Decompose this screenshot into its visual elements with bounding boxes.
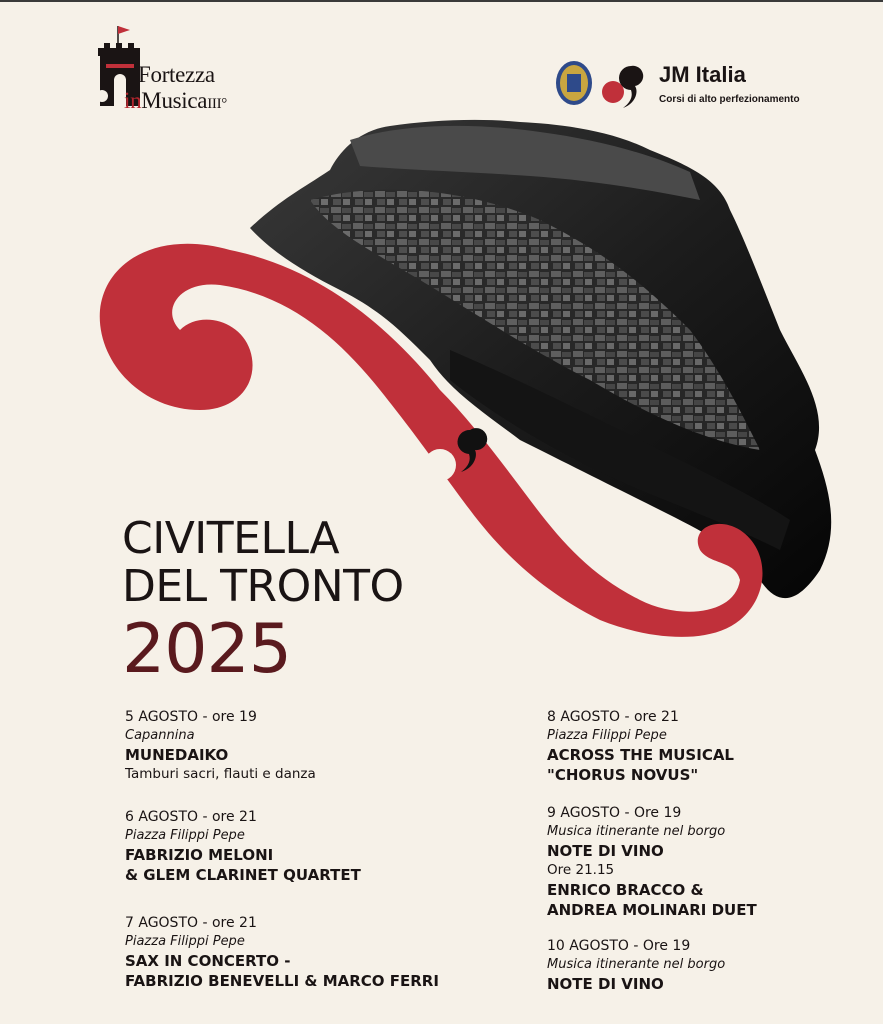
event-date: 10 AGOSTO - Ore 19 bbox=[547, 938, 691, 954]
title-year: 2025 bbox=[122, 610, 292, 689]
municipal-seal-icon bbox=[555, 60, 593, 106]
event-9-agosto bbox=[547, 804, 757, 920]
event-10-agosto bbox=[547, 937, 725, 994]
event-description: Tamburi sacri, flauti e danza bbox=[125, 766, 316, 782]
event-performer: SAX IN CONCERTO - bbox=[125, 952, 291, 970]
event-performer: MUNEDAIKO bbox=[125, 746, 229, 764]
event-performer: ENRICO BRACCO & bbox=[547, 881, 704, 899]
event-performer: NOTE DI VINO bbox=[547, 842, 664, 860]
event-venue: Piazza Filippi Pepe bbox=[125, 934, 245, 949]
top-border bbox=[0, 0, 883, 2]
title-line1: CIVITELLA bbox=[122, 513, 340, 564]
event-7-agosto bbox=[125, 914, 439, 991]
event-6-agosto bbox=[125, 808, 361, 885]
event-date: 6 AGOSTO - ore 21 bbox=[125, 809, 257, 825]
event-date: 5 AGOSTO - ore 19 bbox=[125, 709, 257, 725]
f-hole-dot bbox=[424, 449, 456, 481]
event-performer: NOTE DI VINO bbox=[547, 975, 664, 993]
fortezza-in-musica-logo bbox=[90, 24, 280, 114]
event-date: 7 AGOSTO - ore 21 bbox=[125, 915, 257, 931]
event-title bbox=[122, 513, 404, 689]
logo-left-musica: Musica bbox=[141, 88, 208, 113]
event-second-time: Ore 21.15 bbox=[547, 862, 615, 878]
event-venue: Piazza Filippi Pepe bbox=[125, 828, 245, 843]
event-8-agosto bbox=[547, 708, 734, 785]
event-venue: Musica itinerante nel borgo bbox=[547, 957, 726, 972]
event-performer: "CHORUS NOVUS" bbox=[547, 766, 699, 784]
event-venue: Musica itinerante nel borgo bbox=[547, 824, 726, 839]
jm-italia-logo bbox=[555, 58, 815, 112]
logo-left-line1: Fortezza bbox=[138, 62, 215, 87]
jm-italia-name: JM Italia bbox=[659, 62, 746, 87]
logo-left-in: in bbox=[124, 88, 142, 113]
jm-mark-icon bbox=[599, 60, 655, 110]
event-performer: ACROSS THE MUSICAL bbox=[547, 746, 734, 764]
event-performer: FABRIZIO MELONI bbox=[125, 846, 274, 864]
event-venue: Piazza Filippi Pepe bbox=[547, 728, 667, 743]
event-date: 8 AGOSTO - ore 21 bbox=[547, 709, 679, 725]
logo-left-edition: III° bbox=[207, 96, 228, 112]
event-5-agosto bbox=[125, 708, 316, 784]
event-performer: ANDREA MOLINARI DUET bbox=[547, 901, 757, 919]
jm-italia-subtitle: Corsi di alto perfezionamento bbox=[659, 94, 800, 105]
event-date: 9 AGOSTO - Ore 19 bbox=[547, 805, 682, 821]
event-venue: Capannina bbox=[125, 728, 195, 743]
event-performer: FABRIZIO BENEVELLI & MARCO FERRI bbox=[125, 972, 439, 990]
title-line2: DEL TRONTO bbox=[122, 561, 404, 612]
event-performer: & GLEM CLARINET QUARTET bbox=[125, 866, 361, 884]
